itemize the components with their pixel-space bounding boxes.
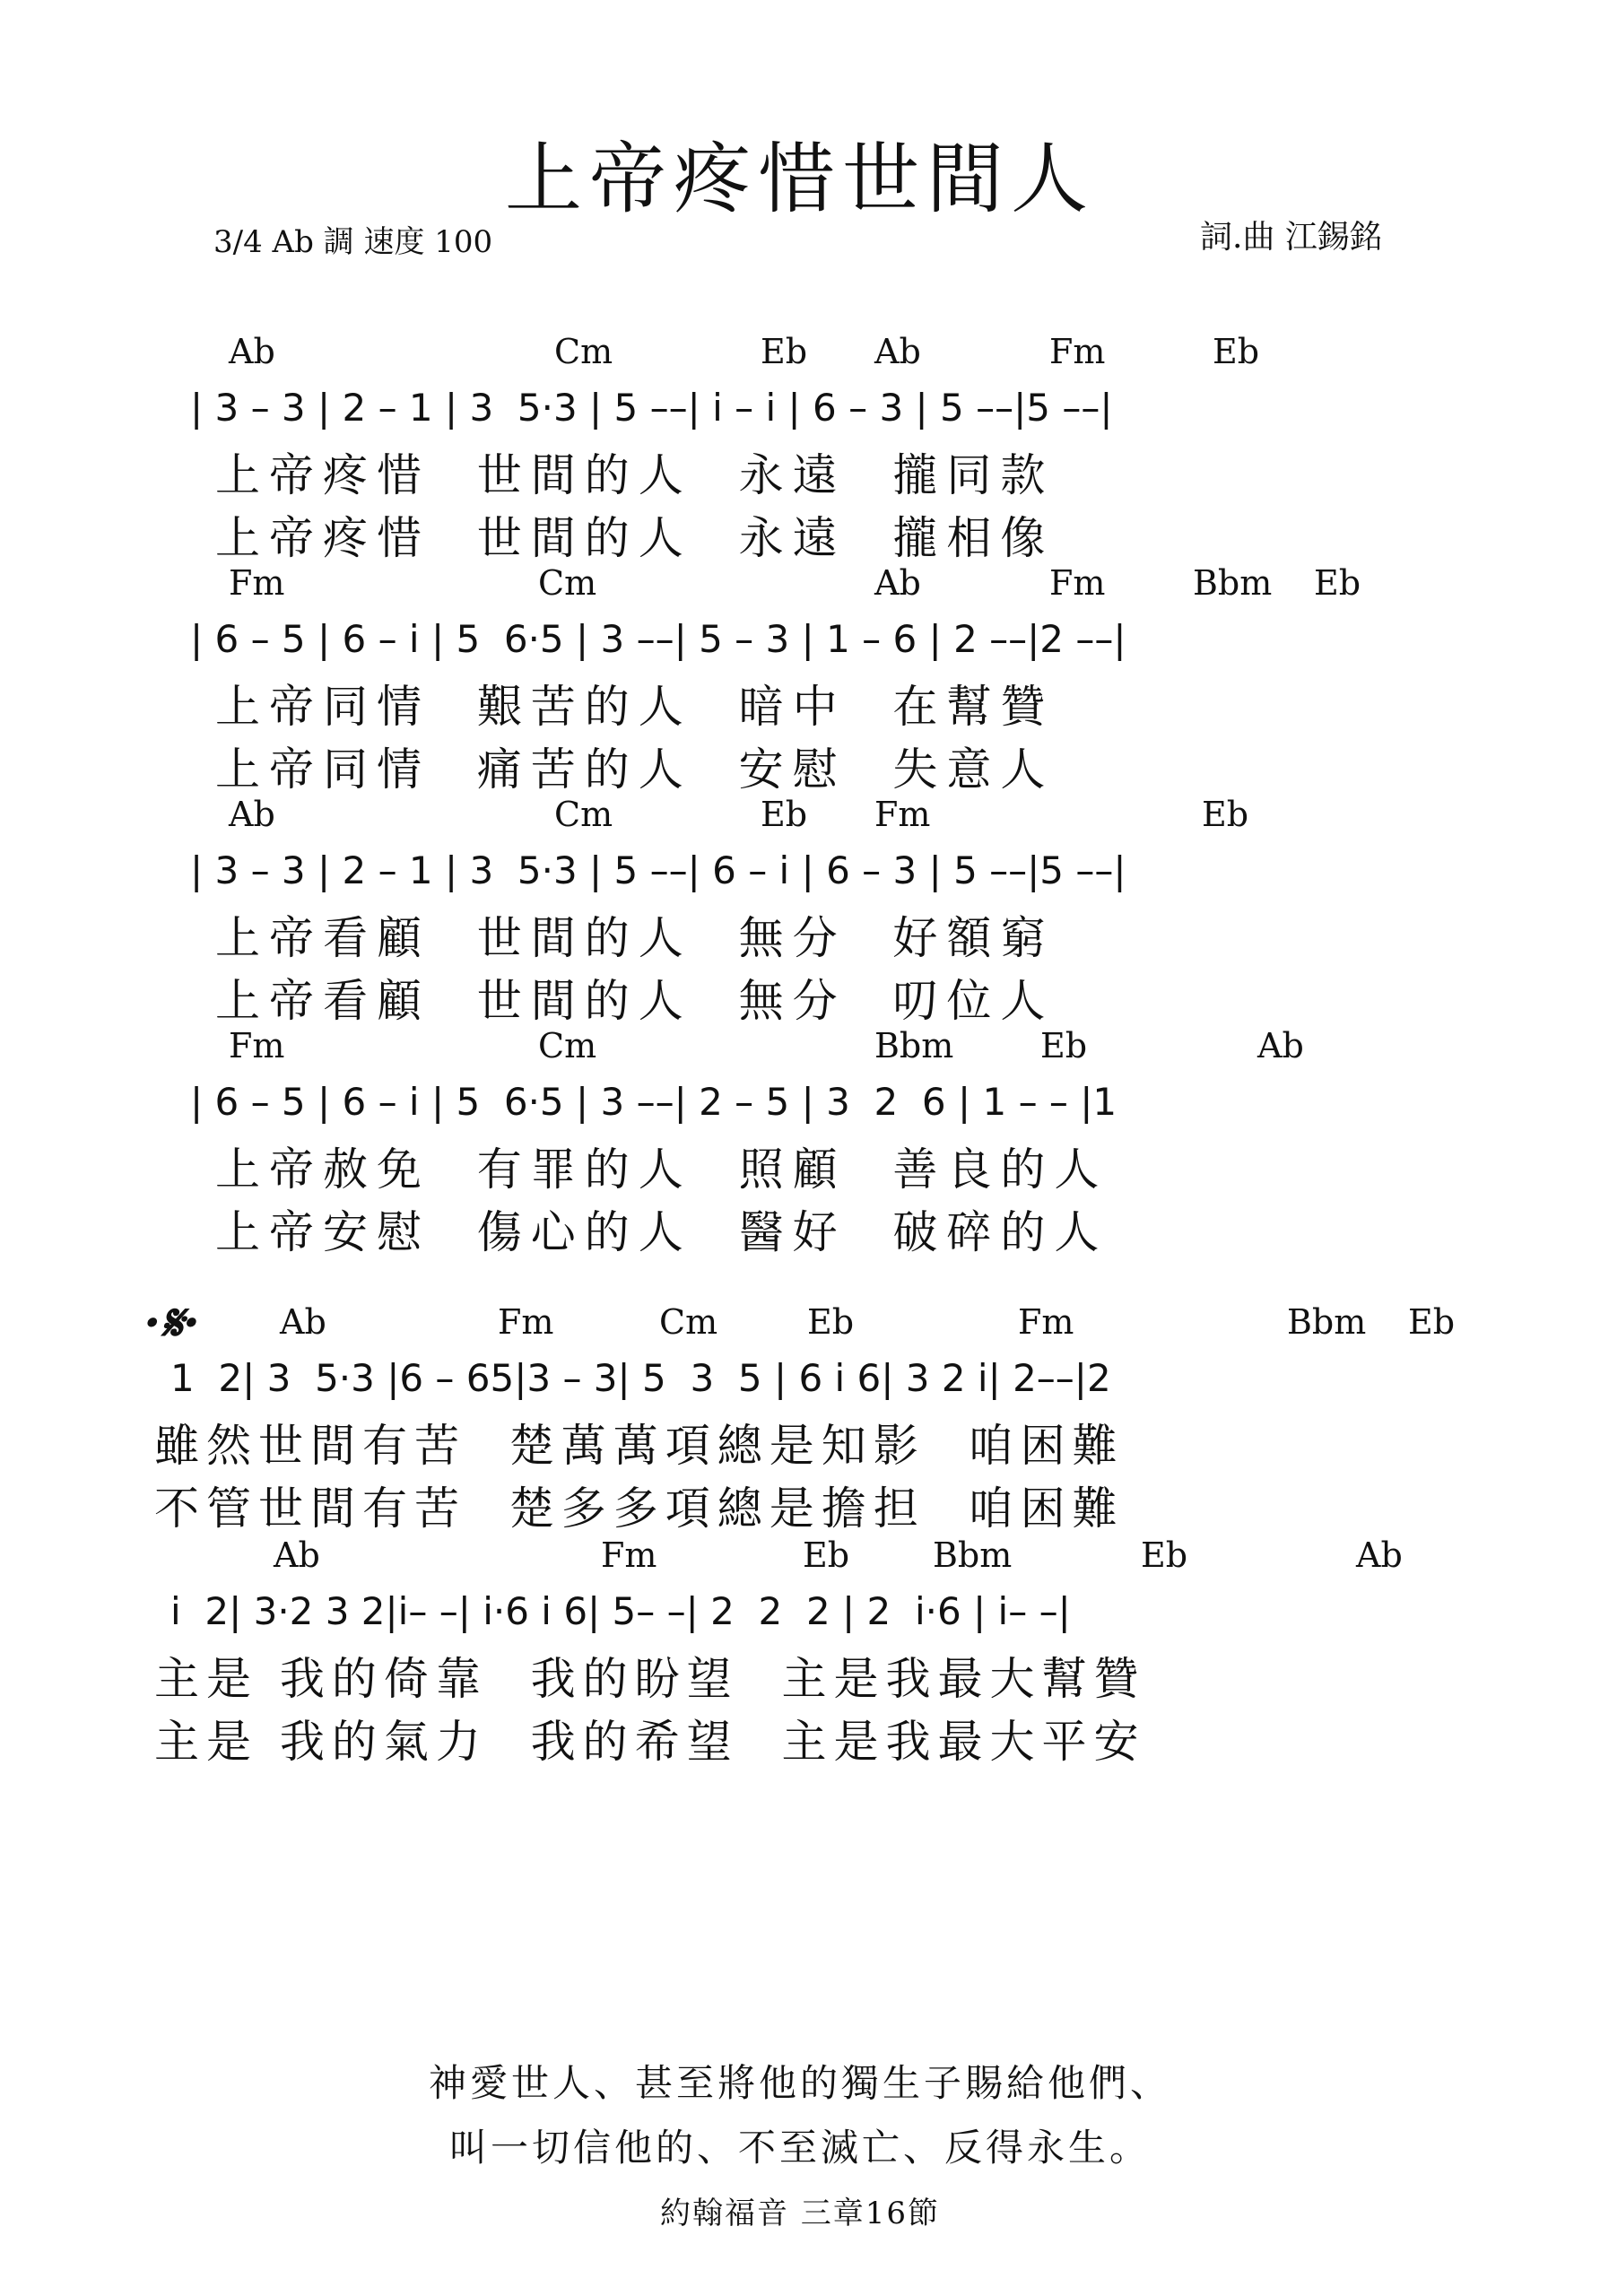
chord-label: Eb bbox=[1314, 563, 1361, 603]
lyric-line: 主是 我的氣力 我的希望 主是我最大平安 bbox=[154, 1716, 1146, 1768]
lyric-row-verse-2 bbox=[0, 1196, 1600, 1258]
scripture-reference: 約翰福音 三章16節 bbox=[659, 2196, 941, 2231]
chord-label: Bbm bbox=[1193, 563, 1273, 603]
jianpu-notes: i 2| 3·2 3 2|i– –| i·6 i 6| 5– –| 2 2 2 | 2 i·6 | i– –| bbox=[170, 1589, 1071, 1633]
chord-row bbox=[0, 332, 1600, 386]
chord-row bbox=[0, 1026, 1600, 1080]
chord-row bbox=[0, 795, 1600, 848]
lyric-row-verse-2 bbox=[0, 1473, 1600, 1535]
chord-label: Eb bbox=[761, 795, 808, 834]
lyric-line: 上帝同情 艱苦的人 暗中 在幫贊 bbox=[215, 681, 1055, 733]
chord-label: Ab bbox=[1257, 1026, 1304, 1065]
notation-row bbox=[0, 848, 1600, 902]
segno-sign: ·𝄋· bbox=[143, 1293, 201, 1352]
lyrics-music-credit: 詞.曲 江錫銘 bbox=[1200, 219, 1382, 256]
chord-label: Ab bbox=[874, 332, 921, 371]
scripture-line-1: 神愛世人、甚至將他的獨生子賜給他們、 bbox=[428, 2061, 1171, 2105]
chord-label: Eb bbox=[1141, 1535, 1188, 1575]
chord-label: Cm bbox=[538, 1026, 597, 1065]
chord-label: Fm bbox=[229, 563, 285, 603]
chord-label: Ab bbox=[280, 1302, 326, 1342]
lyric-row-verse-1 bbox=[0, 671, 1600, 733]
chord-label: Ab bbox=[1356, 1535, 1403, 1575]
notation-row bbox=[0, 1356, 1600, 1410]
chord-label: Cm bbox=[554, 332, 613, 371]
lyric-row-verse-2 bbox=[0, 965, 1600, 1027]
chord-label: Cm bbox=[538, 563, 597, 603]
chord-label: Eb bbox=[1202, 795, 1249, 834]
lyric-line: 主是 我的倚靠 我的盼望 主是我最大幫贊 bbox=[154, 1653, 1146, 1705]
chord-label: Fm bbox=[1018, 1302, 1074, 1342]
chord-label: Eb bbox=[803, 1535, 850, 1575]
lyric-line: 上帝同情 痛苦的人 安慰 失意人 bbox=[215, 744, 1055, 796]
lyric-line: 上帝看顧 世間的人 無分 叨位人 bbox=[215, 975, 1055, 1027]
chord-label: Eb bbox=[1213, 332, 1260, 371]
chord-row bbox=[0, 1293, 1600, 1356]
chord-label: Ab bbox=[229, 795, 275, 834]
lyric-line: 上帝看顧 世間的人 無分 好額窮 bbox=[215, 912, 1055, 964]
lyric-row-verse-1 bbox=[0, 439, 1600, 501]
chord-label: Bbm bbox=[874, 1026, 954, 1065]
chord-label: Eb bbox=[1408, 1302, 1456, 1342]
lyric-row-verse-1 bbox=[0, 1134, 1600, 1196]
lyric-line: 上帝安慰 傷心的人 醫好 破碎的人 bbox=[215, 1206, 1109, 1258]
lyric-row-verse-2 bbox=[0, 1706, 1600, 1768]
chord-label: Fm bbox=[498, 1302, 554, 1342]
chord-label: Fm bbox=[874, 795, 931, 834]
chord-label: Cm bbox=[659, 1302, 718, 1342]
chord-label: Fm bbox=[1049, 563, 1106, 603]
chord-label: Eb bbox=[1040, 1026, 1088, 1065]
chord-label: Eb bbox=[807, 1302, 855, 1342]
key-tempo-info: 3/4 Ab 調 速度 100 bbox=[213, 224, 493, 260]
lyric-row-verse-1 bbox=[0, 1643, 1600, 1705]
notation-row bbox=[0, 1589, 1600, 1643]
chord-label: Fm bbox=[229, 1026, 285, 1065]
jianpu-notes: | 3 – 3 | 2 – 1 | 3 5·3 | 5 ––| i – i | 6 – 3 | 5 ––|5 ––| bbox=[190, 386, 1113, 430]
lyric-row-verse-2 bbox=[0, 502, 1600, 564]
chord-label: Bbm bbox=[1287, 1302, 1367, 1342]
jianpu-notes: | 6 – 5 | 6 – i | 5 6·5 | 3 ––| 5 – 3 | 1 – 6 | 2 ––|2 ––| bbox=[190, 617, 1126, 661]
chord-row bbox=[0, 563, 1600, 617]
chord-label: Ab bbox=[274, 1535, 320, 1575]
song-title: 上帝疼惜世間人 bbox=[505, 135, 1095, 224]
lyric-line: 雖然世間有苦 楚萬萬項總是知影 咱困難 bbox=[154, 1420, 1125, 1472]
chord-label: Ab bbox=[874, 563, 921, 603]
lyric-line: 上帝疼惜 世間的人 永遠 攏相像 bbox=[215, 512, 1055, 564]
lyric-line: 上帝疼惜 世間的人 永遠 攏同款 bbox=[215, 449, 1055, 501]
chord-label: Fm bbox=[601, 1535, 657, 1575]
chord-label: Ab bbox=[229, 332, 275, 371]
jianpu-notes: 1 2| 3 5·3 |6 – 65|3 – 3| 5 3 5 | 6 i 6| 3 2 i| 2––|2 bbox=[170, 1356, 1111, 1400]
jianpu-notes: | 6 – 5 | 6 – i | 5 6·5 | 3 ––| 2 – 5 | 3 2 6 | 1 – – |1 bbox=[190, 1080, 1117, 1124]
chord-label: Cm bbox=[554, 795, 613, 834]
chord-row bbox=[0, 1535, 1600, 1589]
notation-row bbox=[0, 386, 1600, 439]
notation-row bbox=[0, 1080, 1600, 1134]
jianpu-notes: | 3 – 3 | 2 – 1 | 3 5·3 | 5 ––| 6 – i | 6 – 3 | 5 ––|5 ––| bbox=[190, 848, 1126, 892]
lyric-row-verse-1 bbox=[0, 1410, 1600, 1472]
lyric-line: 上帝赦免 有罪的人 照顧 善良的人 bbox=[215, 1144, 1109, 1196]
chord-label: Fm bbox=[1049, 332, 1106, 371]
lyric-row-verse-1 bbox=[0, 902, 1600, 964]
lyric-line: 不管世間有苦 楚多多項總是擔担 咱困難 bbox=[154, 1483, 1125, 1535]
chord-label: Eb bbox=[761, 332, 808, 371]
scripture-line-2: 叫一切信他的、不至滅亡、反得永生。 bbox=[448, 2126, 1151, 2170]
lyric-row-verse-2 bbox=[0, 734, 1600, 796]
chord-label: Bbm bbox=[933, 1535, 1013, 1575]
notation-row bbox=[0, 617, 1600, 671]
